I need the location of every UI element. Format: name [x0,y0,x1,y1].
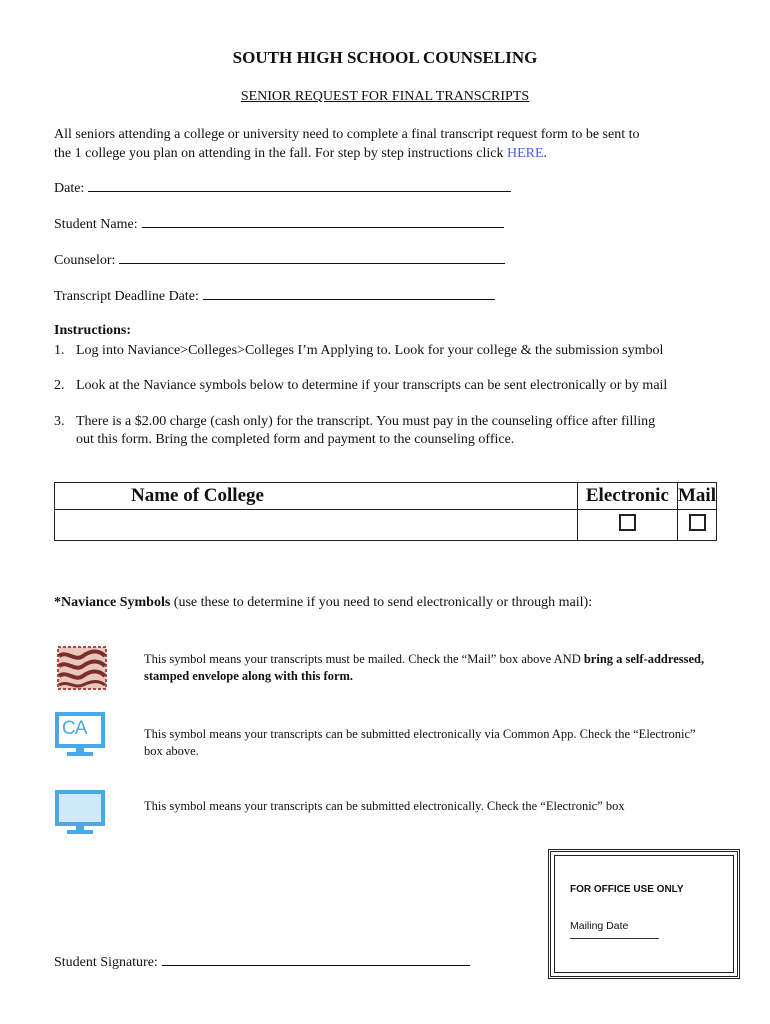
mail-header: Mail [678,483,717,510]
common-app-monitor-icon [55,712,109,760]
mail-stamp-icon [55,644,109,692]
naviance-heading-bold: *Naviance Symbols [54,595,171,610]
date-input-line[interactable] [88,179,511,192]
form-title: SOUTH HIGH SCHOOL COUNSELING [232,48,538,67]
instruction-step [54,377,734,395]
college-table-row [55,510,717,541]
common-app-symbol-description: This symbol means your transcripts can be submitted electronically via Common App. Check the “Electronic” box above. [144,727,696,758]
form-subtitle: SENIOR REQUEST FOR FINAL TRANSCRIPTS [240,89,530,104]
intro-link-suffix: . [543,146,548,161]
instructions-link[interactable]: HERE [506,146,544,161]
electronic-header: Electronic [577,483,677,510]
step-text: Log into Naviance>Colleges>Colleges I’m Applying to. Look for your college & the submission symbol [76,343,664,358]
monitor-symbol-description: This symbol means your transcripts can be submitted electronically. Check the “Electronic” box [144,799,625,813]
deadline-field [54,287,495,305]
intro-line-2: the 1 college you plan on attending in the fall. For step by step instructions click [54,146,507,161]
mail-symbol-description [144,651,714,685]
college-table [54,482,717,541]
office-use-box [548,849,740,979]
signature-label: Student Signature: [54,955,158,970]
office-use-title: FOR OFFICE USE ONLY [570,884,684,895]
step-number: 2. [54,378,65,393]
college-name-header: Name of College [55,483,578,510]
college-table-header [55,483,717,510]
instruction-step [54,413,734,449]
step-text-continued: out this form. Bring the completed form and payment to the counseling office. [76,432,515,447]
deadline-label: Transcript Deadline Date: [54,289,199,304]
college-name-input[interactable] [55,510,578,541]
office-use-inner-border [554,855,734,973]
counselor-field [54,251,505,269]
monitor-icon [55,790,109,838]
naviance-heading [54,595,592,611]
mail-checkbox[interactable] [689,514,706,531]
step-number: 3. [54,414,65,429]
mail-cell [678,510,717,541]
signature-field [54,953,470,971]
step-number: 1. [54,343,65,358]
intro-line-1: All seniors attending a college or university need to complete a final transcript request form to be sent to [54,127,640,142]
counselor-label: Counselor: [54,253,116,268]
naviance-heading-rest: (use these to determine if you need to send electronically or through mail): [170,595,593,610]
mail-symbol-text: This symbol means your transcripts must be mailed. Check the “Mail” box above AND [144,652,584,666]
date-label: Date: [54,181,85,196]
student-name-field [54,215,504,233]
electronic-checkbox[interactable] [619,514,636,531]
mailing-date-label: Mailing Date [570,920,629,932]
step-text: There is a $2.00 charge (cash only) for the transcript. You must pay in the counseling office after filling [76,414,656,429]
step-text: Look at the Naviance symbols below to determine if your transcripts can be sent electronically or by mail [76,378,668,393]
common-app-label: CA [62,718,87,739]
instruction-step [54,342,734,360]
electronic-cell [577,510,677,541]
student-name-label: Student Name: [54,217,138,232]
instructions-heading: Instructions: [54,323,132,338]
mail-symbol-bold-text: bring a self-addressed, stamped envelope along with this form. [144,652,705,683]
mailing-date-line[interactable] [570,938,659,939]
counselor-input-line[interactable] [119,251,505,264]
deadline-input-line[interactable] [203,287,495,300]
student-name-input-line[interactable] [142,215,504,228]
signature-input-line[interactable] [162,953,470,966]
date-field [54,179,511,197]
intro-paragraph [54,125,734,163]
